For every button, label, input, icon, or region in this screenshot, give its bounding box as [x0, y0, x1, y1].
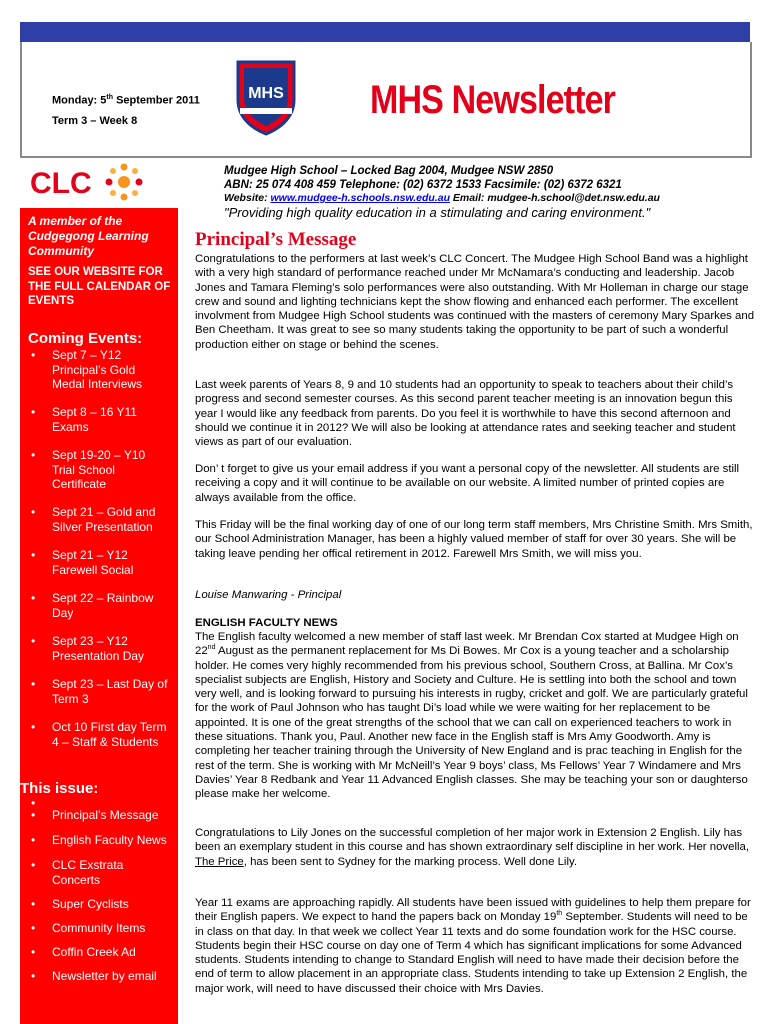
- bullet-icon: •: [31, 796, 36, 810]
- event-item: • Sept 7 – Y12 Principal’s Gold Medal Interviews: [20, 348, 170, 391]
- issue-item[interactable]: • Principal’s Message: [20, 808, 170, 824]
- coming-events-list: [20, 348, 178, 763]
- event-item: • Sept 21 – Gold and Silver Presentation: [20, 505, 170, 534]
- school-address: [224, 164, 622, 192]
- issue-item[interactable]: • English Faculty News: [20, 833, 170, 849]
- event-item: • Oct 10 First day Term 4 – Staff & Students: [20, 720, 170, 763]
- english-paragraph-3: Year 11 exams are approaching rapidly. All students have been issued with guidelines to help them prepare for their English papers. We expect to hand the papers back on Monday 19th September. Students will need to be in class on that day. In that week we collect Year 11 texts and do some foundation work for the HSC course. Students begin their HSC course on day one of Term 4 which has significant implications for some Advanced students. Students intending to change to Standard English will need to have made their decision before the end of term to allow placement in an appropriate class. Students intending to take up Extension 2 English, the major work, will need to have discussed their choice with Mrs Davies.: [195, 897, 751, 995]
- event-item: • Sept 22 – Rainbow Day: [20, 591, 170, 620]
- clc-member-text: A member of the Cudgegong Learning Community: [28, 214, 149, 258]
- website-label: Website:: [224, 192, 271, 204]
- coming-events-title: Coming Events:: [28, 330, 143, 347]
- website-email-line: [224, 192, 660, 204]
- school-crest-logo: [232, 56, 300, 136]
- principals-message-title: Principal’s Message: [195, 229, 357, 250]
- principal-paragraph-2: Last week parents of Years 8, 9 and 10 students had an opportunity to speak to teachers about their child’s progress and second semester courses. As this second parent teacher meeting is an innovation begun this year I would like any feedback from parents. Do you feel it is worthwhile to have this second afternoon and should we continue it in 2012? We will also be looking at attendance rates and seeking teacher and student views as part of our evaluation.: [195, 379, 736, 449]
- abn-phone-line: ABN: 25 074 408 459 Telephone: (02) 6372 1533 Facsimile: (02) 6372 6321: [224, 179, 622, 191]
- term-week: Term 3 – Week 8: [52, 115, 138, 127]
- english-paragraph-1: The English faculty welcomed a new member of staff last week. Mr Brendan Cox started at Mudgee High on 22nd August as the permanent replacement for Ms Di Bowes. Mr Cox is a young teacher and a scholarship holder. He comes very highly recommended from his previous school, Southern Cross, at Ballina. Mr Cox’s specialist subjects are English, History and Society and Culture. He is settling into both the school and town very well, and is looking forward to pursuing his interests in rugby, cricket and golf. We are particularly grateful for the work of Paul Johnson who has taught Di’s load while we were waiting for her replacement to be appointed. It is one of the great strengths of the school that we can call on experienced teachers to work in these situations. Thank you, Paul. Another new face in the English staff is Mrs Amy Goodworth. Amy is completing her teacher training through the University of New England and is prac teaching in English for the rest of the term. She is working with Mr McNeill’s Year 9 boys’ class, Ms Fellows’ Year 7 Windamere and Mrs Davies’ Year 8 Redbank and Year 11 Advanced English classes. She may be teaching your son or daughterso please make her welcome.: [195, 631, 748, 801]
- clc-logo-text: CLC: [30, 167, 92, 200]
- issue-date: Monday: 5th September 2011: [52, 94, 200, 107]
- address-line: Mudgee High School – Locked Bag 2004, Mudgee NSW 2850: [224, 165, 554, 177]
- issue-item[interactable]: • Newsletter by email: [20, 969, 170, 985]
- event-item: • Sept 23 – Last Day of Term 3: [20, 677, 170, 706]
- newsletter-title: MHS Newsletter: [370, 78, 616, 122]
- issue-item[interactable]: • Community Items: [20, 921, 170, 937]
- principal-signature: Louise Manwaring - Principal: [195, 589, 342, 601]
- event-item: • Sept 8 – 16 Y11 Exams: [20, 405, 170, 434]
- english-paragraph-2: Congratulations to Lily Jones on the successful completion of her major work in Extension 2 English. Lily has been an exemplary student in this course and has shown extraordinary self discipline in her work. Her novella, The Price, has been sent to Sydney for the marking process. Well done Lily.: [195, 827, 750, 868]
- email-text: Email: mudgee-h.school@det.nsw.edu.au: [449, 192, 660, 204]
- clc-logo: [28, 159, 146, 205]
- event-item: • Sept 19-20 – Y10 Trial School Certificate: [20, 448, 170, 491]
- crest-label: MHS: [248, 85, 284, 102]
- school-motto: "Providing high quality education in a stimulating and caring environment.": [224, 205, 651, 220]
- website-link[interactable]: www.mudgee-h.schools.nsw.edu.au: [270, 192, 450, 204]
- see-website-note: SEE OUR WEBSITE FOR THE FULL CALENDAR OF EVENTS: [28, 266, 171, 307]
- sidebar: [20, 208, 178, 1024]
- this-issue-title: This issue:: [20, 780, 99, 797]
- english-faculty-heading: ENGLISH FACULTY NEWS: [195, 617, 338, 629]
- this-issue-list: [20, 808, 178, 985]
- issue-item[interactable]: • CLC Exstrata Concerts: [20, 858, 170, 888]
- principal-paragraph-1: Congratulations to the performers at last week’s CLC Concert. The Mudgee High School Band was a highlight with a very high standard of performance reached under Mr McNamara’s conducting and leadership. Jacob Jones and Tamara Fleming’s solo performances were also outstanding. With Mr Holleman in charge our stage crew and sound and lighting technicians kept the show flowing and enhanced each performer. The excellent involvment from Mudgee High School students was continued with the masters of ceremony Mary Sparkes and Ben Cheetham. It was great to see so many students taking the opportunity to be part of such a wonderful production either on stage or behind the scenes.: [195, 253, 755, 351]
- header-bar: [20, 22, 750, 42]
- principal-paragraph-3: Don’ t forget to give us your email address if you want a personal copy of the newsletter. All students are still receiving a copy and it will continue to be available on our website. A limited number of printed copies are always available from the office.: [195, 463, 740, 504]
- event-item: • Sept 23 – Y12 Presentation Day: [20, 634, 170, 663]
- event-item: • Sept 21 – Y12 Farewell Social: [20, 548, 170, 577]
- novella-title: The Price: [195, 855, 244, 868]
- issue-item[interactable]: • Super Cyclists: [20, 897, 170, 913]
- issue-item[interactable]: • Coffin Creek Ad: [20, 945, 170, 961]
- principal-paragraph-4: This Friday will be the final working day of one of our long term staff members, Mrs Christine Smith. Mrs Smith, our School Administration Manager, has been a highly valued member of staff for over 30 years. She will be taking leave pending her offical retirement in 2012. Farewell Mrs Smith, we will miss you.: [195, 519, 753, 560]
